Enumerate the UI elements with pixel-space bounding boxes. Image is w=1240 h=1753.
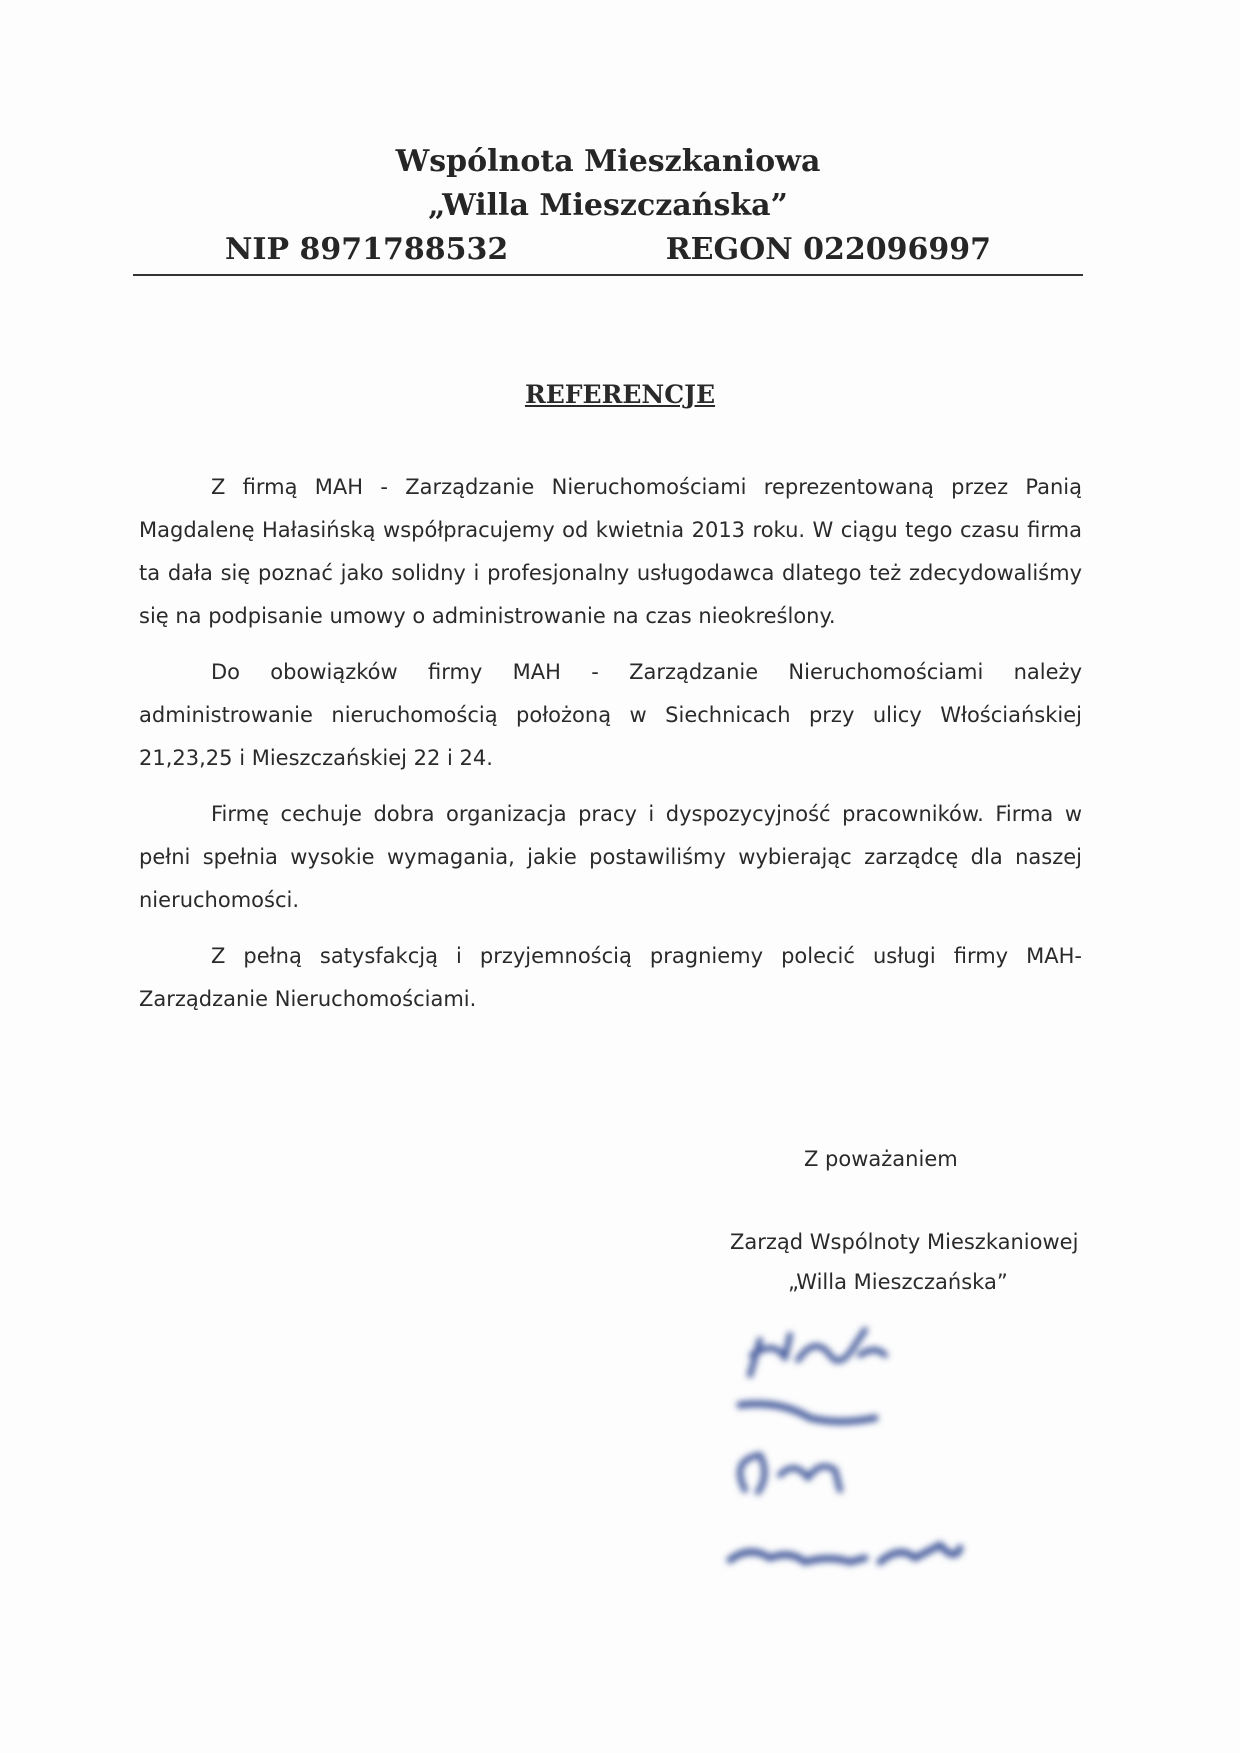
org-name-line1: Wspólnota Mieszkaniowa — [395, 144, 821, 179]
regards-text: Z poważaniem — [804, 1147, 958, 1171]
board-text: Zarząd Wspólnoty Mieszkaniowej — [730, 1230, 1079, 1254]
signatures-graphic — [690, 1300, 1070, 1610]
company-ids — [133, 232, 1083, 276]
board-name-text: „Willa Mieszczańska” — [788, 1270, 1008, 1294]
paragraph-1: Z firmą MAH - Zarządzanie Nieruchomościami reprezentowaną przez Panią Magdalenę Hałasińską współpracujemy od kwietnia 2013 roku. W ciągu tego czasu firma ta dała się poznać jako solidny i profesjonalny usługodawca dlatego też zdecydowaliśmy się na podpisanie umowy o administrowanie na czas nieokreślony. — [139, 475, 1082, 628]
header-divider — [133, 274, 1083, 276]
nip-number: NIP 8971788532 — [225, 232, 509, 267]
letter-body — [139, 466, 1082, 1034]
letterhead — [133, 140, 1083, 228]
paragraph-2: Do obowiązków firmy MAH - Zarządzanie Nieruchomościami należy administrowanie nieruchomością położoną w Siechnicach przy ulicy Włościańskiej 21,23,25 i Mieszczańskiej 22 i 24. — [139, 660, 1082, 770]
paragraph-3: Firmę cechuje dobra organizacja pracy i dyspozycyjność pracowników. Firma w pełni spełnia wysokie wymagania, jakie postawiliśmy wybierając zarządcę dla naszej nieruchomości. — [139, 802, 1082, 912]
org-name-line2: „Willa Mieszczańska” — [428, 188, 788, 223]
blurred-signatures — [690, 1300, 1070, 1610]
document-title: REFERENCJE — [524, 380, 716, 409]
paragraph-4: Z pełną satysfakcją i przyjemnością pragniemy polecić usługi firmy MAH-Zarządzanie Nieruchomościami. — [139, 944, 1082, 1011]
regon-number: REGON 022096997 — [665, 232, 991, 267]
